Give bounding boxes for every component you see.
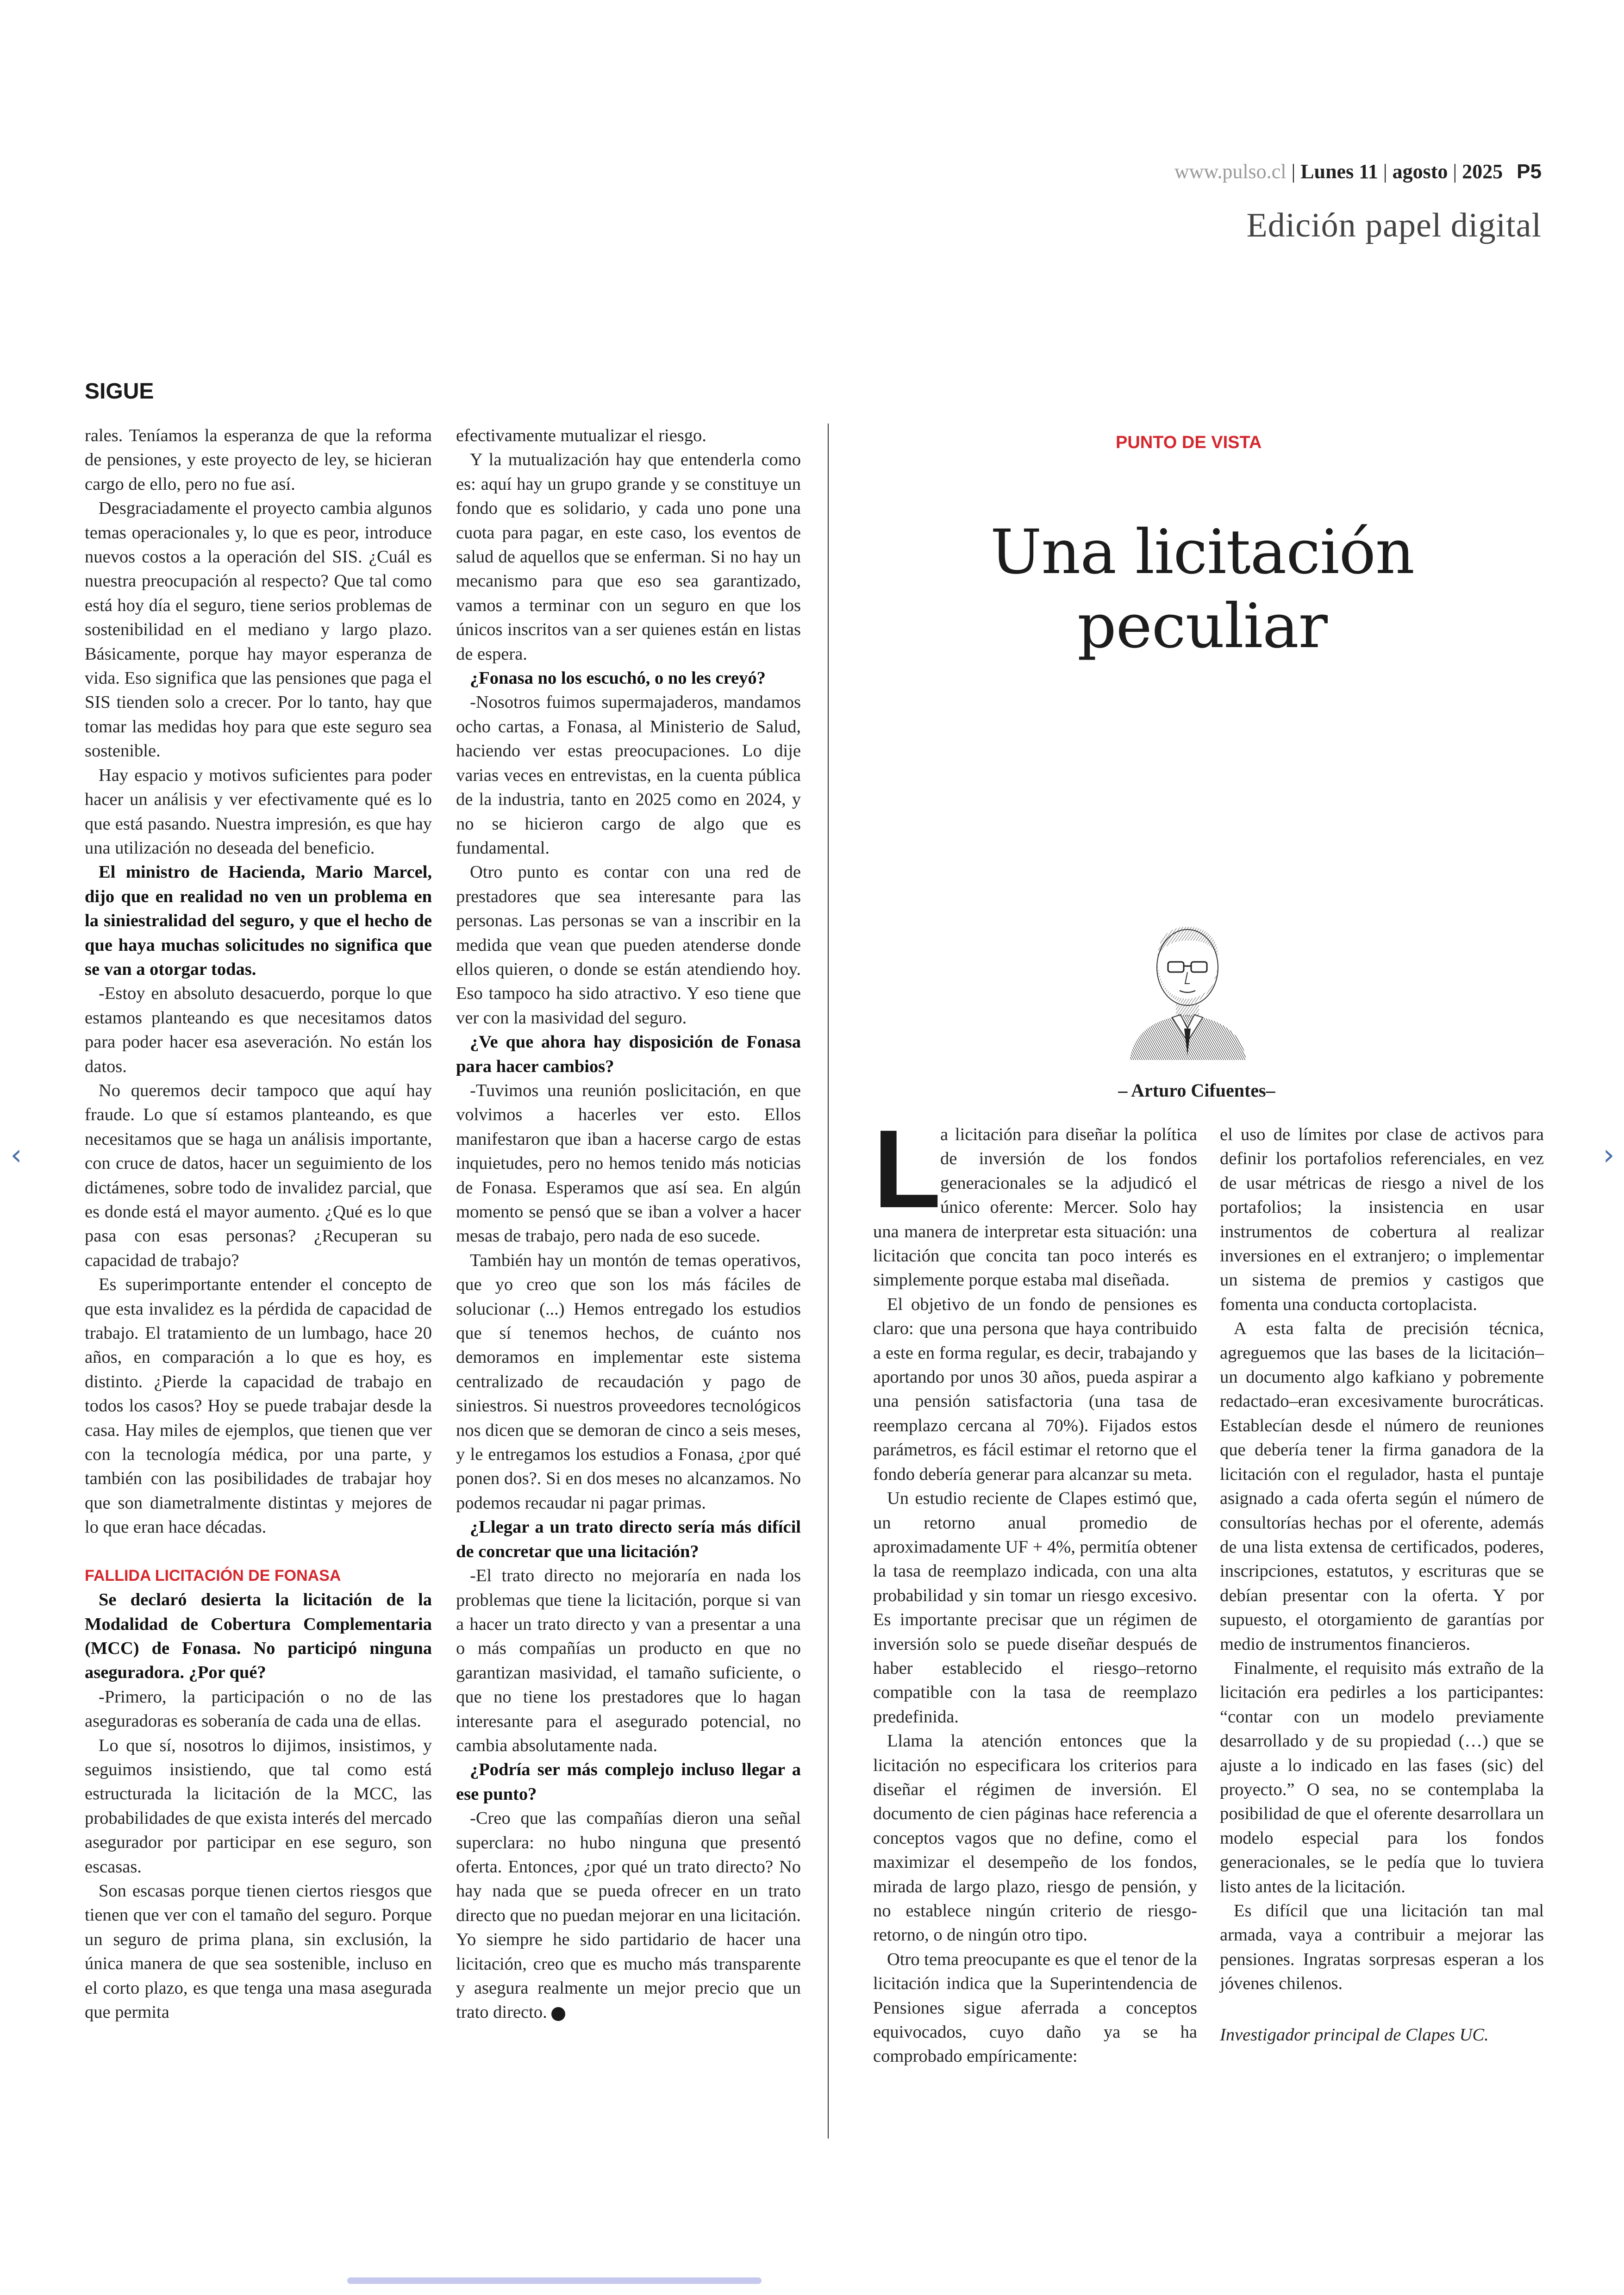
opinion-headline: Una licitación peculiar [990, 517, 1414, 662]
paragraph-text: FALLIDA LICITACIÓN DE FONASA [85, 1566, 341, 1584]
interview-column-2 [456, 424, 801, 2025]
paragraph-text: Otro punto es contar con una red de prestadores que sea interesante para las personas. Las personas se van a inscribir en la medida que vean que pueden atenderse donde ellos quieren, o donde se están atendiendo hoy. Eso tampoco ha sido atractivo. Y eso tiene que ver con la masividad del seguro. [456, 862, 801, 1028]
paragraph [456, 690, 801, 860]
paragraph [456, 1564, 801, 1758]
paragraph-text: Llama la atención entonces que la licitación no especificara los criterios para diseñar el régimen de inversión. El documento de cien páginas hace referencia a conceptos vagos que no define, como el maximizar el desempeño de los fondos, mirada de largo plazo, riesgo de pensión, y no establece ningún criterio de riesgo-retorno, o de ningún otro tipo. [873, 1731, 1197, 1945]
issue-day: Lunes 11 [1300, 160, 1378, 183]
page-scrollbar[interactable] [347, 2277, 762, 2284]
paragraph [873, 1729, 1197, 1947]
paragraph-text: efectivamente mutualizar el riesgo. [456, 426, 706, 445]
interview-question [456, 1515, 801, 1564]
paragraph [85, 424, 432, 496]
paragraph [1220, 1656, 1544, 1899]
paragraph [456, 860, 801, 1030]
next-page-button[interactable]: › [1603, 1138, 1615, 1172]
author-credit [1220, 2023, 1544, 2047]
column-divider [828, 424, 829, 2139]
paragraph-text: ¿Podría ser más complejo incluso llegar a ese punto? [456, 1760, 801, 1804]
paragraph [873, 1486, 1197, 1729]
paragraph [85, 981, 432, 1079]
paragraph-text: El objetivo de un fondo de pensiones es claro: que una persona que haya contribuido a este en forma regular, es decir, trabajando y aportando por unos 30 años, pueda aspirar a una pensión satisfactoria (una tasa de reemplazo cercana al 70%). Fijados estos parámetros, es fácil estimar el retorno que el fondo debería generar para alcanzar su meta. [873, 1294, 1197, 1484]
site-url[interactable]: www.pulso.cl [1174, 160, 1287, 183]
paragraph-text: Lo que sí, nosotros lo dijimos, insistimos, y seguimos insistiendo, que tal como está estructurada la licitación de la MCC, las probabilidades de que exista interés del mercado asegurador por participar en ese seguro, son escasas. [85, 1735, 432, 1877]
paragraph [456, 424, 801, 448]
issue-month: agosto [1392, 160, 1448, 183]
paragraph-text: -Creo que las compañías dieron una señal superclara: no hubo ninguna que presentó oferta. Entonces, ¿por qué un trato directo? No hay nada que se pueda ofrecer en un trato directo que no puedan mejorar en una licitación. Yo siempre he sido partidario de hacer una licitación, creo que es mucho más transparente y asegura realmente un mejor precio que un trato directo. [456, 1809, 801, 2022]
author-portrait [1120, 907, 1255, 1060]
opinion-column-2 [1220, 1123, 1544, 2047]
masthead: www.pulso.cl | Lunes 11 | agosto | 2025 P5 [1174, 160, 1542, 183]
paragraph-text: -Primero, la participación o no de las aseguradoras es soberanía de cada una de ellas. [85, 1687, 432, 1731]
paragraph-text: Se declaró desierta la licitación de la Modalidad de Cobertura Complementaria (MCC) de Fonasa. No participó ninguna aseguradora. ¿Por qué? [85, 1590, 432, 1683]
paragraph-text: Son escasas porque tienen ciertos riesgos que tienen que ver con el tamaño del seguro. Porque un seguro de prima plana, sin exclusión, la única manera de que sea sostenible, incluso en el corto plazo, es que tenga una masa asegurada que permita [85, 1881, 432, 2022]
paragraph [85, 763, 432, 861]
paragraph-text: A esta falta de precisión técnica, agreguemos que las bases de la licitación– un documento algo kafkiano y pobremente redactado–eran excesivamente burocráticas. Establecían desde el número de reuniones que debería tener la firma ganadora de la licitación con el regulador, hasta el puntaje asignado a cada oferta según el número de consultorías hechas por el oferente, además de una lista extensa de certificados, poderes, inscripciones, estatutos, y escrituras que se debían presentar con la oferta. Y por supuesto, el otorgamiento de garantías por medio de instrumentos financieros. [1220, 1319, 1544, 1654]
paragraph [456, 1248, 801, 1515]
opinion-kicker: PUNTO DE VISTA [1116, 433, 1262, 452]
paragraph [85, 1079, 432, 1272]
paragraph [85, 1272, 432, 1539]
drop-cap: L [873, 1107, 941, 1231]
paragraph-text: -Nosotros fuimos supermajaderos, mandamos ocho cartas, a Fonasa, al Ministerio de Salud, haciendo ver estas preocupaciones. Lo dije varias veces en entrevistas, en la cuenta pública de la industria, tanto en 2025 como en 2024, y no se hicieron cargo de algo que es fundamental. [456, 692, 801, 858]
paragraph-text: Investigador principal de Clapes UC. [1220, 2025, 1489, 2045]
paragraph [456, 448, 801, 666]
paragraph [873, 1947, 1197, 2069]
paragraph [456, 1079, 801, 1248]
interview-question [456, 1758, 801, 1806]
paragraph-text: Otro tema preocupante es que el tenor de la licitación indica que la Superintendencia de Pensiones sigue aferrada a conceptos equivocados, cuyo daño ya se ha comprobado empíricamente: [873, 1949, 1197, 2066]
paragraph-text: el uso de límites por clase de activos para definir los portafolios referenciales, en vez de usar métricas de riesgo a nivel de los portafolios; la insistencia en usar instrumentos de cobertura al realizar inversiones en el extranjero; o implementar un sistema de premios y castigos que fomenta una conducta cortoplacista. [1220, 1125, 1544, 1314]
paragraph-text: Es difícil que una licitación tan mal armada, vaya a contribuir a mejorar las pensiones. Ingratas sorpresas esperan a los jóvenes chilenos. [1220, 1901, 1544, 1994]
paragraph-text: No queremos decir tampoco que aquí hay fraude. Lo que sí estamos planteando, es que necesitamos que se haga un análisis importante, con cruce de datos, hacer un seguimiento de los dictámenes, sobre todo de invalidez parcial, que es donde está el mayor aumento. ¿Qué es lo que pasa con esas personas? ¿Recuperan su capacidad de trabajo? [85, 1080, 432, 1270]
previous-page-button[interactable]: ‹ [10, 1138, 22, 1172]
paragraph-text: Es superimportante entender el concepto de que esta invalidez es la pérdida de capacidad de trabajo. El tratamiento de un lumbago, hace 20 años, en comparación a lo que es hoy, es distinto. ¿Pierde la capacidad de trabajo en todos los casos? Hoy se puede trabajar desde la casa. Hay miles de ejemplos, que tienen que ver con la tecnología médica, por una parte, y también con las posibilidades de trabajar hoy que son diametralmente distintas y mejores de lo que eran hace décadas. [85, 1275, 432, 1537]
paragraph-text: Hay espacio y motivos suficientes para poder hacer un análisis y ver efectivamente qué es lo que está pasando. Nuestra impresión, es que hay una utilización no deseada del beneficio. [85, 765, 432, 858]
paragraph-text: ¿Llegar a un trato directo sería más difícil de concretar que una licitación? [456, 1517, 801, 1561]
issue-year: 2025 [1462, 160, 1503, 183]
subsection-heading [85, 1564, 432, 1588]
paragraph [85, 1685, 432, 1734]
interview-question [456, 1030, 801, 1079]
paragraph [85, 1879, 432, 2024]
paragraph-text: -Tuvimos una reunión poslicitación, en que volvimos a hacerles ver esto. Ellos manifestaron que iban a hacerse cargo de estas inquietudes, pero no hemos tenido más noticias de Fonasa. Esperamos que así sea. En algún momento se pensó que se iban a volver a hacer mesas de trabajo, pero nada de eso sucede. [456, 1080, 801, 1246]
paragraph [873, 1292, 1197, 1486]
paragraph [85, 496, 432, 763]
paragraph-text: a licitación para diseñar la política de inversión de los fondos generacionales se la adjudicó el único oferente: Mercer. Solo hay una manera de interpretar esta situación: una licitación que concita tan poco interés es simplemente porque estaba mal diseñada. [873, 1125, 1197, 1290]
paragraph-text: El ministro de Hacienda, Mario Marcel, dijo que en realidad no ven un problema en la siniestralidad del seguro, y que el hecho de que haya muchas solicitudes no significa que se van a otorgar todas. [85, 862, 432, 979]
paragraph-text: Desgraciadamente el proyecto cambia algunos temas operacionales y, lo que es peor, introduce nuevos costos a la operación del SIS. ¿Cuál es nuestra preocupación al respecto? Que tal como está hoy día el seguro, tiene serios problemas de sostenibilidad en el mediano y largo plazo. Básicamente, porque hay mayor esperanza de vida. Eso significa que las pensiones que paga el SIS tienden solo a crecer. Por lo tanto, hay que tomar las medidas hoy para que este seguro sea sostenible. [85, 499, 432, 761]
paragraph-text: Y la mutualización hay que entenderla como es: aquí hay un grupo grande y se constituye un fondo que es solidario, y cada uno pone una cuota para pagar, en este caso, los eventos de salud de aquellos que se enferman. Si no hay un mecanismo para que eso sea garantizado, vamos a terminar con un seguro en que los únicos inscritos van a ser quienes están en listas de espera. [456, 450, 801, 664]
paragraph [1220, 1899, 1544, 1996]
edition-label: Edición papel digital [1246, 206, 1542, 244]
paragraph-text: ¿Ve que ahora hay disposición de Fonasa para hacer cambios? [456, 1032, 801, 1076]
paragraph-text: Finalmente, el requisito más extraño de la licitación era pedirles a los participantes: “contar con un modelo previamente desarrollado y de su propiedad (…) que se ajuste a lo indicado en las fases (sic) del proyecto.” O sea, no se contemplaba la posibilidad de que el oferente desarrollara un modelo especial para los fondos generacionales, se le pedía que lo tuviera listo antes de la licitación. [1220, 1658, 1544, 1896]
author-byline: – Arturo Cifuentes– [1118, 1080, 1275, 1101]
paragraph [1220, 1123, 1544, 1316]
paragraph-text: rales. Teníamos la esperanza de que la reforma de pensiones, y este proyecto de ley, se hicieran cargo de ello, pero no fue así. [85, 426, 432, 494]
opinion-column-1 [873, 1107, 1197, 2069]
paragraph-text: -Estoy en absoluto desacuerdo, porque lo que estamos planteando es que necesitamos datos para poder hacer esa aseveración. No están los datos. [85, 984, 432, 1076]
paragraph [85, 1734, 432, 1879]
section-label: SIGUE [85, 379, 154, 404]
interview-question [456, 666, 801, 690]
interview-question [85, 860, 432, 981]
paragraph [456, 1806, 801, 2025]
paragraph-text: Un estudio reciente de Clapes estimó que, un retorno anual promedio de aproximadamente UF + 4%, permitía obtener la tasa de reemplazo indicada, con una alta probabilidad y sin tomar un riesgo excesivo. Es importante precisar que un régimen de inversión solo se puede diseñar después de haber establecido el riesgo–retorno compatible con la tasa de reemplazo predefinida. [873, 1489, 1197, 1727]
paragraph [873, 1107, 1197, 1292]
page-number: P5 [1517, 160, 1542, 183]
interview-column-1 [85, 424, 432, 2024]
end-mark-icon: P [551, 2007, 565, 2021]
paragraph-text: ¿Fonasa no los escuchó, o no les creyó? [470, 668, 766, 688]
paragraph [1220, 1316, 1544, 1656]
interview-question [85, 1588, 432, 1685]
paragraph-text: También hay un montón de temas operativos, que yo creo que son los más fáciles de solucionar (...) Hemos entregado los estudios que sí tenemos hechos, de cuánto nos demoramos en implementar este sistema centralizado de recaudación y pago de siniestros. Si nuestros proveedores tecnológicos nos dicen que se demoran de cinco a seis meses, y le entregamos los estudios a Fonasa, ¿por qué ponen dos?. Si en dos meses no alcanzamos. No podemos recaudar ni pagar primas. [456, 1250, 801, 1513]
paragraph-text: -El trato directo no mejoraría en nada los problemas que tiene la licitación, porque si van a hacer un trato directo y van a presentar a una o más compañías un producto en que no garantizan masividad, el tamaño suficiente, o que no tiene los prestadores que lo hagan interesante para el asegurado potencial, no cambia absolutamente nada. [456, 1566, 801, 1755]
